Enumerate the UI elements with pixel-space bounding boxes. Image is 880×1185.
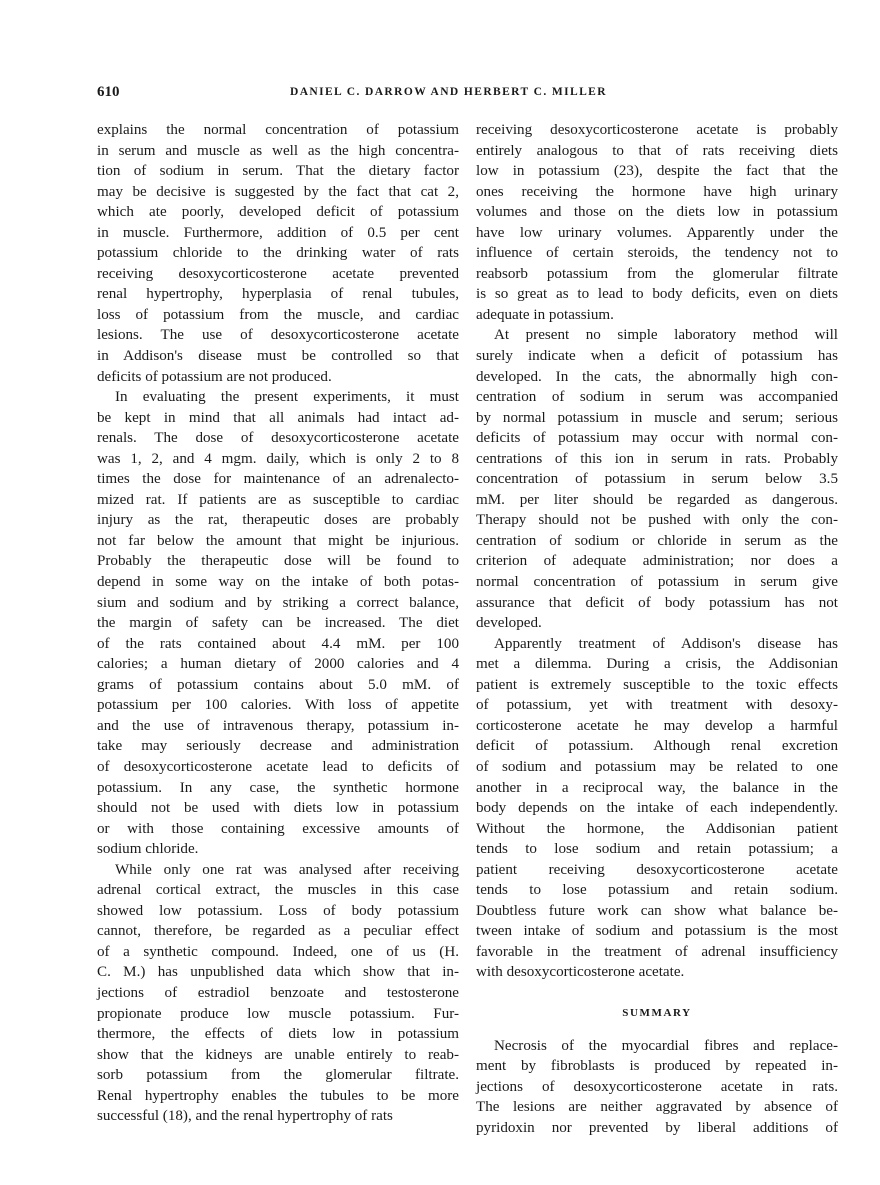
body-text-line: deficits of potassium are not produced. xyxy=(97,368,332,385)
body-text-line: While only one rat was analysed after receiving xyxy=(115,861,459,878)
body-text-line: receiving desoxycorticosterone acetate prevented xyxy=(97,265,459,282)
summary-heading: SUMMARY xyxy=(622,1006,692,1019)
body-text-line: tends to lose potassium and retain sodium. xyxy=(476,882,838,899)
body-text-line: not far below the amount that might be injurious. xyxy=(97,532,459,549)
body-text-line: assurance that deficit of body potassium has not xyxy=(476,594,838,611)
summary-text-line: ment by fibroblasts is produced by repeated in- xyxy=(476,1058,838,1075)
body-text-line: centrations of this ion in serum in rats. Probably xyxy=(476,450,838,467)
running-head: DANIEL C. DARROW AND HERBERT C. MILLER xyxy=(290,86,607,98)
body-text-line: reabsorb potassium from the glomerular filtrate xyxy=(476,265,838,282)
body-text-line: entirely analogous to that of rats receiving diets xyxy=(476,142,838,159)
summary-text-line: jections of desoxycorticosterone acetate in rats. xyxy=(476,1078,838,1095)
body-text-line: or with those containing excessive amounts of xyxy=(97,820,459,837)
body-text-line: of a synthetic compound. Indeed, one of us (H. xyxy=(97,943,459,960)
body-text-line: Without the hormone, the Addisonian patient xyxy=(476,820,838,837)
body-text-line: in Addison's disease must be controlled so that xyxy=(97,348,459,365)
body-text-line: sodium chloride. xyxy=(97,841,199,858)
body-text-line: At present no simple laboratory method will xyxy=(494,327,838,344)
body-text-line: sorb potassium from the glomerular filtrate. xyxy=(97,1067,459,1084)
body-text-line: tion of sodium in serum. That the dietary factor xyxy=(97,163,459,180)
body-text-line: corticosterone acetate he may develop a harmful xyxy=(476,717,838,734)
body-text-line: developed. In the cats, the abnormally high con- xyxy=(476,368,838,385)
body-text-line: should not be used with diets low in potassium xyxy=(97,800,459,817)
body-text-line: tween intake of sodium and potassium is the most xyxy=(476,923,838,940)
body-text-line: depend in some way on the intake of both potas- xyxy=(97,574,459,591)
body-text-line: deficit of potassium. Although renal excretion xyxy=(476,738,838,755)
body-text-line: centration of sodium in serum was accompanied xyxy=(476,389,838,406)
summary-text-line: Necrosis of the myocardial fibres and replace- xyxy=(494,1037,838,1054)
body-text-line: Probably the therapeutic dose will be found to xyxy=(97,553,459,570)
body-text-line: is so great as to lead to body deficits, even on diets xyxy=(476,286,838,303)
body-text-line: by normal potassium in muscle and serum; serious xyxy=(476,409,838,426)
body-text-line: injury as the rat, therapeutic doses are probably xyxy=(97,512,459,529)
body-text-line: sium and sodium and by striking a correct balance, xyxy=(97,594,459,611)
summary-text-line: pyridoxin nor prevented by liberal additions of xyxy=(476,1119,838,1136)
body-text-line: showed low potassium. Loss of body potassium xyxy=(97,902,459,919)
body-text-line: influence of certain steroids, the tendency not to xyxy=(476,245,838,262)
body-text-line: mized rat. If patients are as susceptible to cardiac xyxy=(97,491,459,508)
body-text-line: jections of estradiol benzoate and testosterone xyxy=(97,984,459,1001)
body-text-line: successful (18), and the renal hypertrophy of rats xyxy=(97,1108,393,1125)
body-text-line: take may seriously decrease and administration xyxy=(97,738,459,755)
body-text-line: patient receiving desoxycorticosterone acetate xyxy=(476,861,838,878)
body-text-line: and the use of intravenous therapy, potassium in- xyxy=(97,717,459,734)
body-text-line: adrenal cortical extract, the muscles in this case xyxy=(97,882,459,899)
body-text-line: renals. The dose of desoxycorticosterone acetate xyxy=(97,430,459,447)
body-text-line: another in a reciprocal way, the balance in the xyxy=(476,779,838,796)
body-text-line: adequate in potassium. xyxy=(476,306,614,323)
body-text-line: Apparently treatment of Addison's disease has xyxy=(494,635,838,652)
body-text-line: tends to lose sodium and retain potassium; a xyxy=(476,841,838,858)
body-text-line: potassium per 100 calories. With loss of appetite xyxy=(97,697,459,714)
body-text-line: explains the normal concentration of potassium xyxy=(97,122,459,138)
body-text-line: thermore, the effects of diets low in potassium xyxy=(97,1026,459,1043)
body-text-line: renal hypertrophy, hyperplasia of renal tubules, xyxy=(97,286,459,303)
body-text-line: C. M.) has unpublished data which show that in- xyxy=(97,964,459,981)
body-text-line: Therapy should not be pushed with only the con- xyxy=(476,512,838,529)
body-text-line: volumes and those on the diets low in potassium xyxy=(476,204,838,221)
body-text-line: of the rats contained about 4.4 mM. per 100 xyxy=(97,635,459,652)
body-text-line: favorable in the treatment of adrenal insufficiency xyxy=(476,943,838,960)
body-text-line: grams of potassium contains about 5.0 mM. of xyxy=(97,676,459,693)
body-text-line: loss of potassium from the muscle, and cardiac xyxy=(97,306,459,323)
summary-text-line: The lesions are neither aggravated by absence of xyxy=(476,1099,838,1116)
body-text-line: low in potassium (23), despite the fact that the xyxy=(476,163,838,180)
body-text-line: surely indicate when a deficit of potassium has xyxy=(476,348,838,365)
body-text-line: be kept in mind that all animals had intact ad- xyxy=(97,409,459,426)
body-text-line: receiving desoxycorticosterone acetate is probably xyxy=(476,122,838,138)
body-text-line: criterion of adequate administration; nor does a xyxy=(476,553,838,570)
body-text-line: propionate produce low muscle potassium. Fur- xyxy=(97,1005,459,1022)
body-text-line: potassium chloride to the drinking water of rats xyxy=(97,245,459,262)
body-text-line: of desoxycorticosterone acetate lead to deficits of xyxy=(97,758,459,775)
body-text-line: In evaluating the present experiments, it must xyxy=(115,389,459,406)
body-text-line: in serum and muscle as well as the high concentra- xyxy=(97,142,459,159)
body-text-line: patient is extremely susceptible to the toxic effects xyxy=(476,676,838,693)
body-text-line: of potassium, yet with treatment with desoxy- xyxy=(476,697,838,714)
body-text-line: of sodium and potassium may be related to one xyxy=(476,758,838,775)
body-text-line: with desoxycorticosterone acetate. xyxy=(476,964,685,981)
body-text-line: normal concentration of potassium in serum give xyxy=(476,574,838,591)
body-text-line: may be decisive is suggested by the fact that cat 2, xyxy=(97,183,459,200)
body-text-line: met a dilemma. During a crisis, the Addisonian xyxy=(476,656,838,673)
body-text-line: concentration of potassium in serum below 3.5 xyxy=(476,471,838,488)
body-text-line: show that the kidneys are unable entirely to reab- xyxy=(97,1046,459,1063)
body-text-line: developed. xyxy=(476,615,542,632)
body-text-line: times the dose for maintenance of an adrenalecto- xyxy=(97,471,459,488)
left-column xyxy=(97,120,459,1127)
right-column xyxy=(476,120,838,1138)
body-text-line: Doubtless future work can show what balance be- xyxy=(476,902,838,919)
body-text-line: have low urinary volumes. Apparently under the xyxy=(476,224,838,241)
body-text-line: in muscle. Furthermore, addition of 0.5 per cent xyxy=(97,224,459,241)
body-text-line: lesions. The use of desoxycorticosterone acetate xyxy=(97,327,459,344)
body-text-line: was 1, 2, and 4 mgm. daily, which is only 2 to 8 xyxy=(97,450,459,467)
body-text-line: the margin of safety can be increased. The diet xyxy=(97,615,459,632)
page-number: 610 xyxy=(97,84,120,100)
body-text-line: which ate poorly, developed deficit of potassium xyxy=(97,204,459,221)
body-text-line: potassium. In any case, the synthetic hormone xyxy=(97,779,459,796)
body-text-line: Renal hypertrophy enables the tubules to be more xyxy=(97,1087,459,1104)
body-text-line: body depends on the intake of each independently. xyxy=(476,800,838,817)
body-text-line: calories; a human dietary of 2000 calories and 4 xyxy=(97,656,459,673)
body-text-line: ones receiving the hormone have high urinary xyxy=(476,183,838,200)
body-text-line: cannot, therefore, be regarded as a peculiar effect xyxy=(97,923,459,940)
body-text-line: deficits of potassium may occur with normal con- xyxy=(476,430,838,447)
body-text-line: mM. per liter should be regarded as dangerous. xyxy=(476,491,838,508)
body-text-line: centration of sodium or chloride in serum as the xyxy=(476,532,838,549)
